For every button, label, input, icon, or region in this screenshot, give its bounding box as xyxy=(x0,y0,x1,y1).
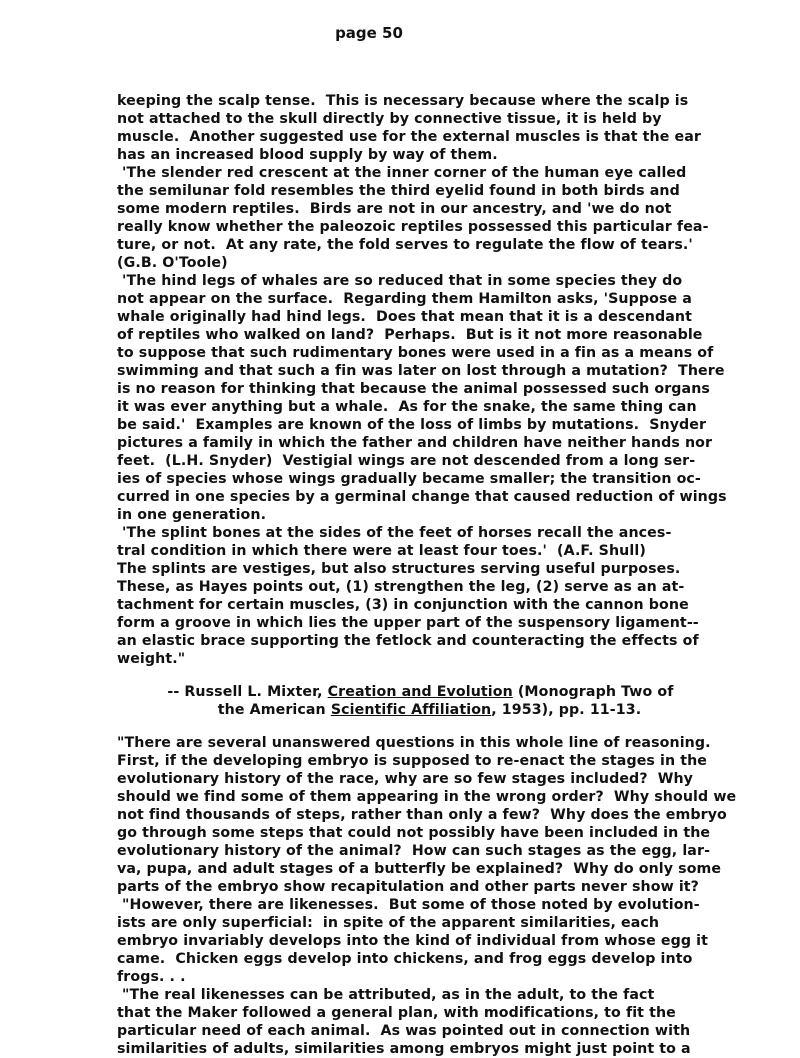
text-line: muscle. Another suggested use for the external muscles is that the ear xyxy=(117,129,702,145)
text-line: ists are only superficial: in spite of the apparent similarities, each xyxy=(117,915,660,931)
citation-line-2: the American Scientific Affiliation, 1953), pp. 11-13. xyxy=(117,702,642,718)
text-line: not find thousands of steps, rather than only a few? Why does the embryo xyxy=(117,807,727,823)
text-line: to suppose that such rudimentary bones were used in a fin as a means of xyxy=(117,345,714,361)
text-line: 'The hind legs of whales are so reduced that in some species they do xyxy=(117,273,683,289)
text-line: These, as Hayes points out, (1) strengthen the leg, (2) serve as an at- xyxy=(117,579,685,595)
text-line: weight." xyxy=(117,651,186,667)
text-line: The splints are vestiges, but also structures serving useful purposes. xyxy=(117,561,681,577)
text-line: particular need of each animal. As was pointed out in connection with xyxy=(117,1023,691,1039)
text-line: First, if the developing embryo is supposed to re-enact the stages in the xyxy=(117,753,708,769)
text-line: 'The splint bones at the sides of the feet of horses recall the ances- xyxy=(117,525,672,541)
text-line: parts of the embryo show recapitulation and other parts never show it? xyxy=(117,879,699,895)
text-line: swimming and that such a fin was later on lost through a mutation? There xyxy=(117,363,725,379)
text-line: really know whether the paleozoic reptiles possessed this particular fea- xyxy=(117,219,709,235)
text-line: frogs. . . xyxy=(117,969,186,985)
text-line: that the Maker followed a general plan, with modifications, to fit the xyxy=(117,1005,676,1021)
document-body xyxy=(117,92,757,1058)
text-line: embryo invariably develops into the kind of individual from whose egg it xyxy=(117,933,708,949)
text-line: similarities of adults, similarities among embryos might just point to a xyxy=(117,1041,691,1057)
citation xyxy=(117,683,757,719)
section-embryo xyxy=(117,734,757,1058)
text-line: whale originally had hind legs. Does that mean that it is a descendant xyxy=(117,309,693,325)
text-line: keeping the scalp tense. This is necessary because where the scalp is xyxy=(117,93,689,109)
text-line: tral condition in which there were at least four toes.' (A.F. Shull) xyxy=(117,543,646,559)
text-line: evolutionary history of the animal? How can such stages as the egg, lar- xyxy=(117,843,711,859)
text-line: "The real likenesses can be attributed, as in the adult, to the fact xyxy=(117,987,655,1003)
citation-affiliation: Scientific Affiliation xyxy=(330,702,492,718)
text-line: in one generation. xyxy=(117,507,267,523)
text-line: of reptiles who walked on land? Perhaps. But is it not more reasonable xyxy=(117,327,703,343)
text-line: "There are several unanswered questions in this whole line of reasoning. xyxy=(117,735,711,751)
text-line: it was ever anything but a whale. As for the snake, the same thing can xyxy=(117,399,697,415)
text-line: not appear on the surface. Regarding them Hamilton asks, 'Suppose a xyxy=(117,291,692,307)
text-line: some modern reptiles. Birds are not in our ancestry, and 'we do not xyxy=(117,201,672,217)
text-line: form a groove in which lies the upper part of the suspensory ligament-- xyxy=(117,615,699,631)
text-line: an elastic brace supporting the fetlock and counteracting the effects of xyxy=(117,633,699,649)
text-line: evolutionary history of the race, why are so few stages included? Why xyxy=(117,771,694,787)
text-line: be said.' Examples are known of the loss of limbs by mutations. Snyder xyxy=(117,417,707,433)
text-line: "However, there are likenesses. But some of those noted by evolution- xyxy=(117,897,700,913)
text-line: feet. (L.H. Snyder) Vestigial wings are not descended from a long ser- xyxy=(117,453,696,469)
text-line: 'The slender red crescent at the inner corner of the human eye called xyxy=(117,165,687,181)
citation-book-title: Creation and Evolution xyxy=(327,684,513,700)
page-number: page 50 xyxy=(335,24,403,42)
text-line: came. Chicken eggs develop into chickens, and frog eggs develop into xyxy=(117,951,693,967)
text-line: go through some steps that could not possibly have been included in the xyxy=(117,825,711,841)
text-line: has an increased blood supply by way of them. xyxy=(117,147,498,163)
text-line: ies of species whose wings gradually became smaller; the transition oc- xyxy=(117,471,701,487)
text-line: should we find some of them appearing in the wrong order? Why should we xyxy=(117,789,737,805)
text-line: ture, or not. At any rate, the fold serves to regulate the flow of tears.' xyxy=(117,237,693,253)
text-line: not attached to the skull directly by connective tissue, it is held by xyxy=(117,111,662,127)
text-line: va, pupa, and adult stages of a butterfly be explained? Why do only some xyxy=(117,861,722,877)
text-line: is no reason for thinking that because the animal possessed such organs xyxy=(117,381,710,397)
citation-line-1: -- Russell L. Mixter, Creation and Evolution (Monograph Two of xyxy=(117,684,674,700)
paragraph-gap xyxy=(117,719,757,734)
paragraph-gap xyxy=(117,668,757,683)
text-line: (G.B. O'Toole) xyxy=(117,255,228,271)
section-whales-horses xyxy=(117,92,757,668)
text-line: curred in one species by a germinal change that caused reduction of wings xyxy=(117,489,727,505)
text-line: tachment for certain muscles, (3) in conjunction with the cannon bone xyxy=(117,597,689,613)
text-line: the semilunar fold resembles the third eyelid found in both birds and xyxy=(117,183,680,199)
text-line: pictures a family in which the father and children have neither hands nor xyxy=(117,435,713,451)
